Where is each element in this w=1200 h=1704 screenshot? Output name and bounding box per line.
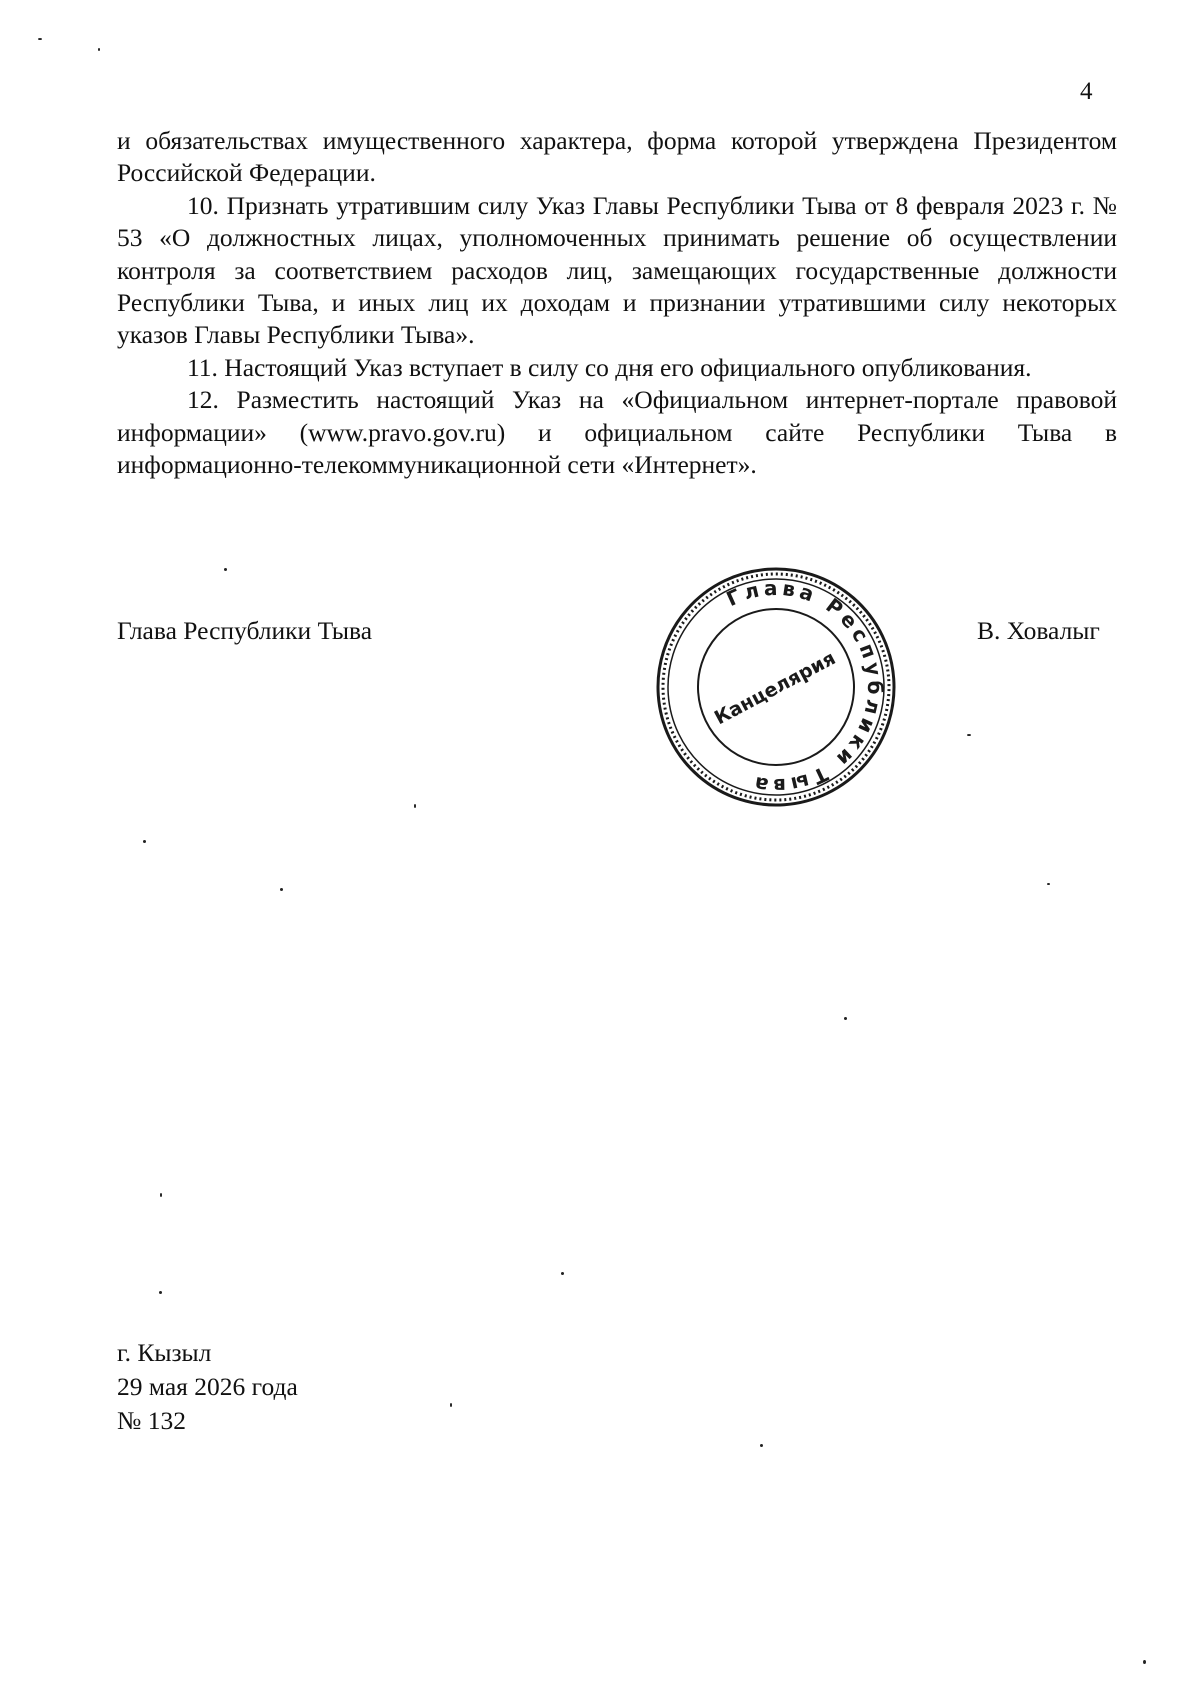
- document-body: [117, 125, 1117, 481]
- document-footer: [117, 1336, 298, 1438]
- footer-date: 29 мая 2026 года: [117, 1372, 298, 1401]
- stamp-center-text: Канцелярия: [710, 647, 840, 730]
- scan-speck: [280, 888, 283, 891]
- scan-speck: [224, 568, 227, 571]
- svg-text:Глава Республики Тыва: [723, 576, 887, 798]
- paragraph-11: 11. Настоящий Указ вступает в силу со дня его официального опубликования.: [187, 352, 1032, 382]
- scan-speck: [143, 840, 146, 843]
- scan-speck: [38, 38, 42, 40]
- scan-speck: [98, 48, 100, 51]
- scan-speck: [561, 1272, 564, 1275]
- scan-speck: [450, 1403, 452, 1407]
- stamp-ring-text: Глава Республики Тыва: [722, 575, 888, 799]
- page-number: 4: [1080, 78, 1093, 105]
- signatory-name: В. Ховалыг: [977, 616, 1100, 645]
- scan-speck: [1047, 883, 1050, 885]
- scan-speck: [1143, 1660, 1146, 1664]
- scan-speck: [414, 804, 416, 808]
- scan-speck: [967, 734, 971, 736]
- signatory-title: Глава Республики Тыва: [117, 616, 373, 645]
- official-seal-stamp: [651, 562, 901, 812]
- scan-speck: [160, 1193, 162, 1197]
- paragraph-10: 10. Признать утратившим силу Указ Главы Республики Тыва от 8 февраля 2023 г. № 53 «О должностных лицах, уполномоченных принимать решение об осуществлении контроля за соответствием расходов лиц, замещающих государственные должности Республики Тыва, и иных лиц их доходам и признании утратившими силу некоторых указов Главы Республики Тыва».: [117, 190, 1117, 350]
- scan-speck: [844, 1017, 847, 1020]
- footer-city: г. Кызыл: [117, 1338, 212, 1367]
- paragraph-continuation: и обязательствах имущественного характера, форма которой утверждена Президентом Российской Федерации.: [117, 126, 1117, 188]
- paragraph-12: 12. Разместить настоящий Указ на «Официальном интернет-портале правовой информации» (www.pravo.gov.ru) и официальном сайте Республики Тыва в информационно-телекоммуникационной сети «Интернет».: [117, 385, 1117, 480]
- scan-speck: [159, 1291, 162, 1294]
- scan-speck: [760, 1444, 763, 1447]
- footer-number: № 132: [117, 1406, 186, 1435]
